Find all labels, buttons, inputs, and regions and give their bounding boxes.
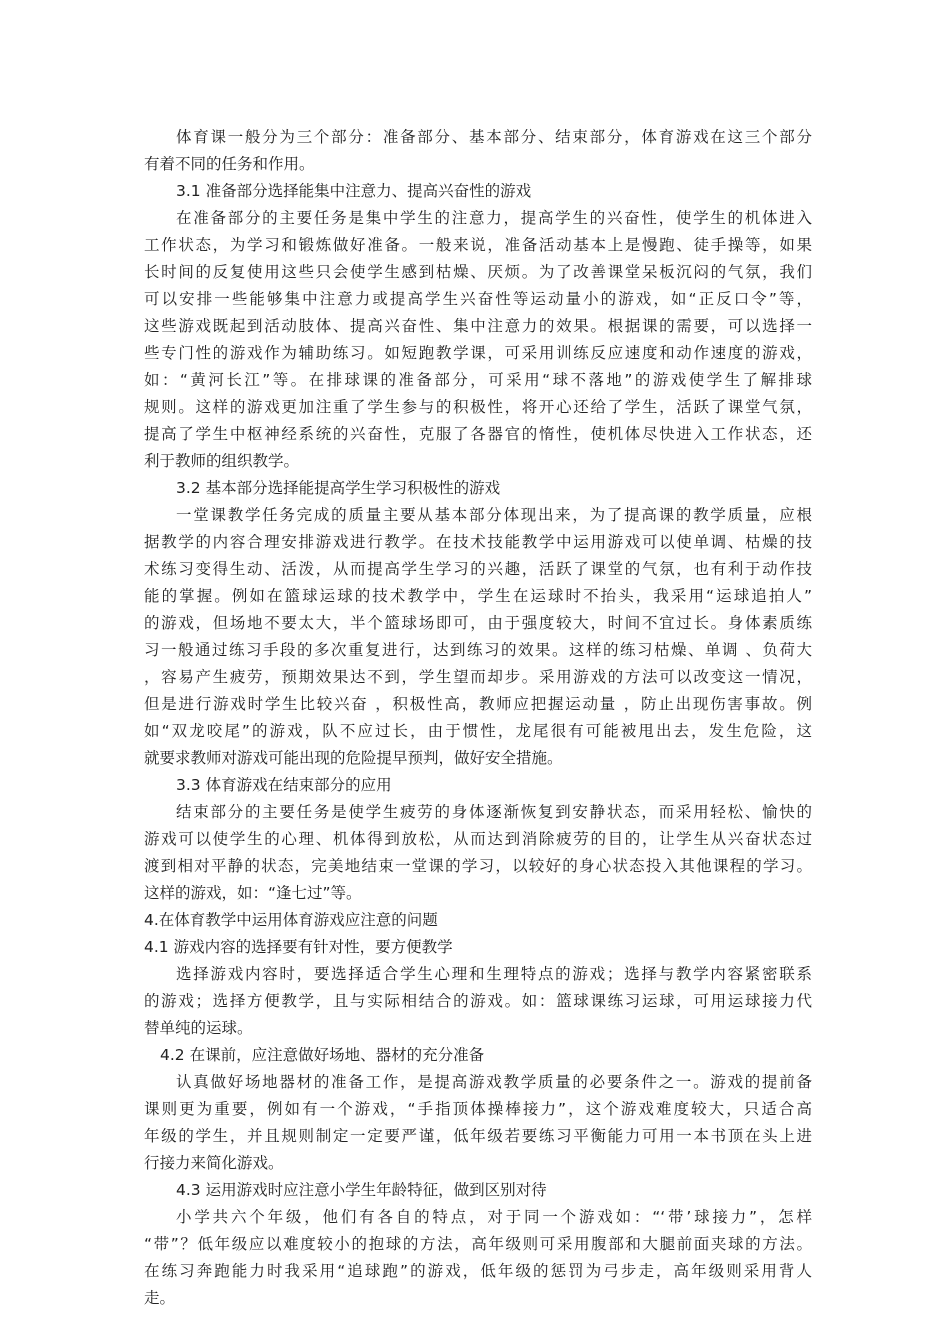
- document-body: [144, 124, 812, 1312]
- text-line: 如：“黄河长江”等。在排球课的准备部分，可采用“球不落地”的游戏使学生了解排球: [144, 371, 812, 389]
- text-line: 行接力来简化游戏。: [144, 1154, 284, 1172]
- text-line: 提高了学生中枢神经系统的兴奋性，克服了各器官的惰性，使机体尽快进入工作状态，还: [144, 425, 812, 443]
- text-line: 课则更为重要，例如有一个游戏，“手指顶体操棒接力”，这个游戏难度较大，只适合高: [144, 1100, 812, 1118]
- text-line: 替单纯的运球。: [144, 1019, 253, 1037]
- text-line: 据教学的内容合理安排游戏进行教学。在技术技能教学中运用游戏可以使单调、枯燥的技: [144, 533, 812, 551]
- text-line: 年级的学生，并且规则制定一定要严谨，低年级若要练习平衡能力可用一本书顶在头上进: [144, 1127, 812, 1145]
- text-line: 的游戏，但场地不要太大，半个篮球场即可，由于强度较大，时间不宜过长。身体素质练: [144, 614, 812, 632]
- text-line: 就要求教师对游戏可能出现的危险提早预判，做好安全措施。: [144, 749, 563, 767]
- text-line: 4.在体育教学中运用体育游戏应注意的问题: [144, 911, 438, 929]
- text-line: 但是进行游戏时学生比较兴奋 ，积极性高，教师应把握运动量 ，防止出现伤害事故。例: [144, 695, 812, 713]
- text-line: “带”？低年级应以难度较小的抱球的方法，高年级则可采用腹部和大腿前面夹球的方法。: [144, 1235, 812, 1253]
- text-line: 长时间的反复使用这些只会使学生感到枯燥、厌烦。为了改善课堂呆板沉闷的气氛，我们: [144, 263, 812, 281]
- text-line: 这些游戏既起到活动肢体、提高兴奋性、集中注意力的效果。根据课的需要，可以选择一: [144, 317, 812, 335]
- text-line: 些专门性的游戏作为辅助练习。如短跑教学课，可采用训练反应速度和动作速度的游戏，: [144, 344, 812, 362]
- text-line: 体育课一般分为三个部分：准备部分、基本部分、结束部分，体育游戏在这三个部分: [176, 128, 812, 146]
- text-line: 工作状态，为学习和锻炼做好准备。一般来说，准备活动基本上是慢跑、徒手操等，如果: [144, 236, 812, 254]
- text-line: 3.3 体育游戏在结束部分的应用: [176, 776, 392, 794]
- text-line: 如“双龙咬尾”的游戏，队不应过长，由于惯性，龙尾很有可能被甩出去，发生危险，这: [144, 722, 812, 740]
- text-line: 这样的游戏，如：“逢七过”等。: [144, 884, 362, 902]
- text-line: 游戏可以使学生的心理、机体得到放松，从而达到消除疲劳的目的，让学生从兴奋状态过: [144, 830, 812, 848]
- text-line: 4.3 运用游戏时应注意小学生年龄特征，做到区别对待: [176, 1181, 547, 1199]
- text-line: 可以安排一些能够集中注意力或提高学生兴奋性等运动量小的游戏，如“正反口令”等，: [144, 290, 812, 308]
- text-line: 3.1 准备部分选择能集中注意力、提高兴奋性的游戏: [176, 182, 532, 200]
- text-line: 的游戏；选择方便教学，且与实际相结合的游戏。如：篮球课练习运球，可用运球接力代: [144, 992, 812, 1010]
- text-line: 在准备部分的主要任务是集中学生的注意力，提高学生的兴奋性，使学生的机体进入: [176, 209, 812, 227]
- text-line: 结束部分的主要任务是使学生疲劳的身体逐渐恢复到安静状态，而采用轻松、愉快的: [176, 803, 812, 821]
- text-line: 4.2 在课前，应注意做好场地、器材的充分准备: [160, 1046, 485, 1064]
- text-line: 在练习奔跑能力时我采用“追球跑”的游戏，低年级的惩罚为弓步走，高年级则采用背人: [144, 1262, 812, 1280]
- text-line: 4.1 游戏内容的选择要有针对性，要方便教学: [144, 938, 453, 956]
- text-line: 利于教师的组织教学。: [144, 452, 300, 470]
- text-line: 一堂课教学任务完成的质量主要从基本部分体现出来，为了提高课的教学质量，应根: [176, 506, 812, 524]
- text-line: 认真做好场地器材的准备工作，是提高游戏教学质量的必要条件之一。游戏的提前备: [176, 1073, 812, 1091]
- text-line: 习一般通过练习手段的多次重复进行，达到练习的效果。这样的练习枯燥、单调 、负荷大: [144, 641, 812, 659]
- text-line: 走。: [144, 1289, 176, 1307]
- text-line: 小学共六个年级，他们有各自的特点，对于同一个游戏如：“‘带’球接力”，怎样: [176, 1208, 812, 1226]
- text-line: 规则。这样的游戏更加注重了学生参与的积极性，将开心还给了学生，活跃了课堂气氛，: [144, 398, 812, 416]
- text-line: 渡到相对平静的状态，完美地结束一堂课的学习，以较好的身心状态投入其他课程的学习。: [144, 857, 812, 875]
- text-line: 3.2 基本部分选择能提高学生学习积极性的游戏: [176, 479, 501, 497]
- text-line: 能的掌握。例如在篮球运球的技术教学中，学生在运球时不抬头，我采用“运球追拍人”: [144, 587, 812, 605]
- text-line: 选择游戏内容时，要选择适合学生心理和生理特点的游戏；选择与教学内容紧密联系: [176, 965, 812, 983]
- text-line: 术练习变得生动、活泼，从而提高学生学习的兴趣，活跃了课堂的气氛，也有利于动作技: [144, 560, 812, 578]
- text-line: ，容易产生疲劳，预期效果达不到，学生望而却步。采用游戏的方法可以改变这一情况，: [144, 668, 812, 686]
- text-line: 有着不同的任务和作用。: [144, 155, 315, 173]
